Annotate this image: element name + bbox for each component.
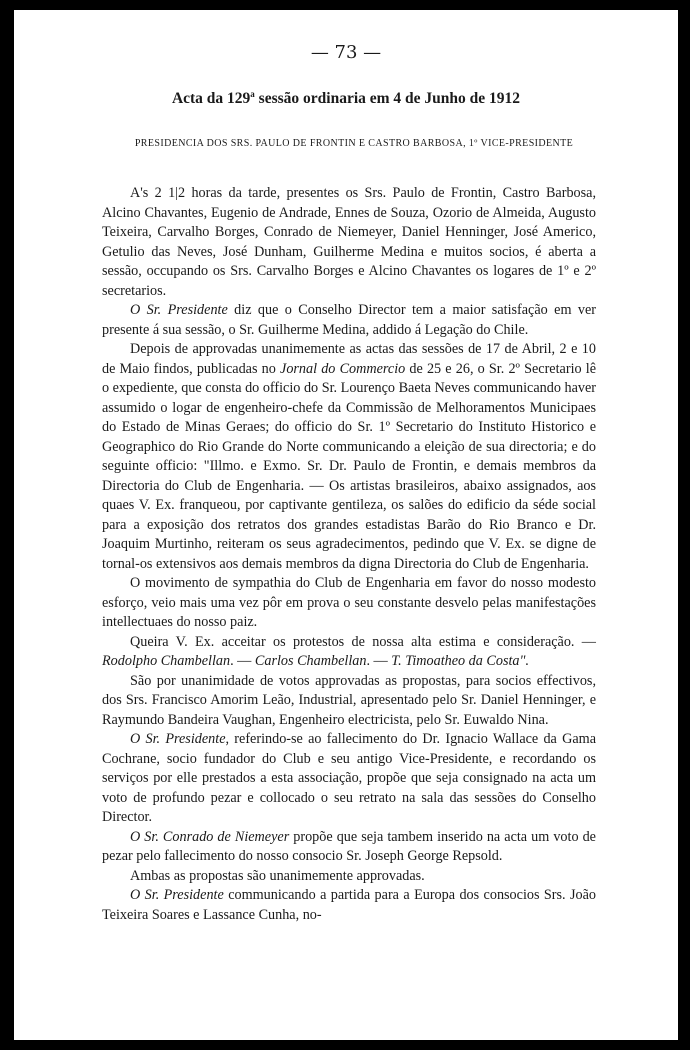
paragraph-expediente [102,340,596,574]
presidency-subtitle: PRESIDENCIA DOS SRS. PAULO DE FRONTIN E CASTRO BARBOSA, 1º VICE-PRESIDENTE [134,138,574,149]
speaker-name: O Sr. Presidente [130,731,226,747]
page-title [14,89,678,108]
paragraph-text: , referindo-se ao fallecimento do Dr. Ignacio Wallace da Gama Cochrane, socio fundador do Club e seu antigo Vice-Presidente, e recordando os serviços por elle prestados a esta associação, propõe que seja consignado na acta um voto de profundo pezar e collocado o seu retrato na sala das sessões do Conselho Director. [102,731,596,825]
separator: . — [230,653,255,669]
signatory-3: T. Timoatheo da Costa". [391,653,530,669]
document-page [14,10,678,1040]
speaker-name: O Sr. Conrado de Niemeyer [130,828,290,845]
speaker-name: O Sr. Presidente [130,887,224,903]
paragraph-letter-signatures [102,633,596,672]
paragraph-text: propõe que seja tambem inserido na acta um voto de pezar pelo fallecimento do nosso consocio Sr. Joseph George Repsold. [102,828,596,864]
paragraph-president-departure [102,886,596,925]
signatory-2: Carlos Chambellan [254,653,367,669]
paragraph-niemeyer-proposal [102,828,596,867]
paragraph-text: de 25 e 26, o Sr. 2º Secretario lê o expediente, que consta do officio do Sr. Lourenço Baeta Neves communicando haver assumido o logar de engenheiro-chefe da Commissão de Melhoramentos Municipaes do Estado de Minas Geraes; do officio do Sr. 1º Secretario do Instituto Historico e Geographico do Rio Grande do Norte communicando a eleição de sua directoria; e do seguinte officio: "Illmo. e Exmo. Sr. Dr. Paulo de Frontin, e demais membros da Directoria do Club de Engenharia. — Os artistas brasileiros, abaixo assignados, aos quaes V. Ex. franqueou, por captivante gentileza, os salões do edificio da séde social para a exposição dos retratos dos grandes estadistas Barão do Rio Branco e Dr. Joaquim Murtinho, reiteram os seus agradecimentos, pedindo que V. Ex. se digne de tornal-os extensivos aos demais membros da digna Directoria do Club de Engenharia. [102,360,597,572]
paragraph-text: communicando a partida para a Europa dos consocios Srs. João Teixeira Soares e Lassance Cunha, no- [102,887,597,923]
newspaper-name: Jornal do Commercio [280,360,406,377]
signatory-1: Rodolpho Chambellan [102,653,231,669]
paragraph-president-welcome [102,301,596,340]
paragraph-attendance: A's 2 1|2 horas da tarde, presentes os Srs. Paulo de Frontin, Castro Barbosa, Alcino Chavantes, Eugenio de Andrade, Ennes de Souza, Ozorio de Almeida, Augusto Teixeira, Carvalho Borges, Conrado de Niemeyer, Daniel Henninger, José Americo, Getulio das Neves, José Dunham, Guilherme Medina e muitos socios, é aberta a sessão, occupando os Srs. Carvalho Borges e Alcino Chavantes os logares de 1º e 2º secretarios. [102,185,596,299]
paragraph-text: Depois de approvadas unanimemente as actas das sessões de 17 de Abril, 2 e 10 de Maio findos, publicadas no [102,341,596,377]
title-part-1: Acta da 129 [171,90,251,108]
title-part-2: sessão ordinaria em 4 de Junho de 1912 [254,90,521,108]
paragraph-approval: Ambas as propostas são unanimemente approvadas. [130,867,425,884]
paragraph-letter-sympathy: O movimento de sympathia do Club de Engenharia em favor do nosso modesto esforço, veio mais uma vez pôr em prova o seu constante desvelo pelas manifestações intellectuaes do nosso paiz. [102,575,596,630]
title-superscript: a [250,89,255,99]
minutes-body [102,184,596,925]
speaker-name: O Sr. Presidente [130,302,228,318]
paragraph-president-condolence [102,730,596,828]
page-number: — 73 — [310,42,382,63]
separator: . — [366,653,392,669]
paragraph-text: Queira V. Ex. acceitar os protestos de nossa alta estima e consideração. — [130,633,596,650]
paragraph-new-members: São por unanimidade de votos approvadas as propostas, para socios effectivos, dos Srs. Francisco Amorim Leão, Industrial, apresentado pelo Sr. Daniel Henninger, e Raymundo Bandeira Vaughan, Engenheiro electricista, pelo Sr. Euwaldo Nina. [102,672,596,728]
paragraph-text: diz que o Conselho Director tem a maior satisfação em ver presente á sua sessão, o Sr. Guilherme Medina, addido á Legação do Chile. [102,302,596,338]
